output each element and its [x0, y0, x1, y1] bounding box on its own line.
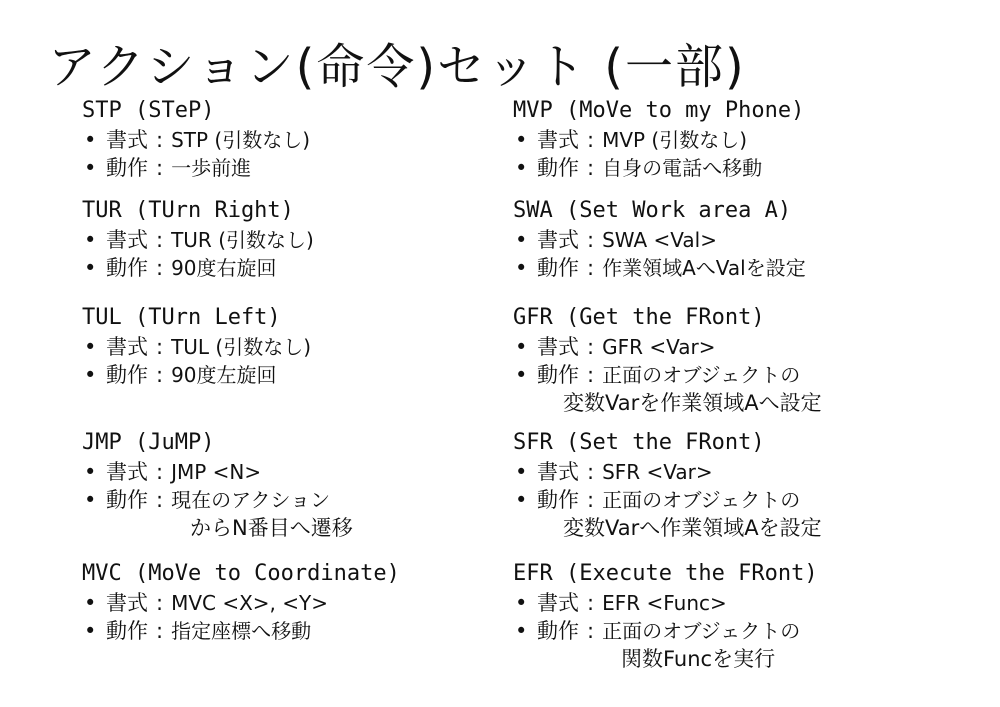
command-block-mvp: [513, 96, 953, 182]
command-block-tul: [82, 303, 522, 389]
action-label: 動作: [537, 363, 579, 387]
action-value: 90度左旋回: [171, 363, 277, 387]
action-value: 一歩前進: [171, 156, 252, 180]
action-value: 90度右旋回: [171, 256, 277, 280]
action-row: [82, 154, 522, 182]
format-value: SFR <Var>: [602, 460, 713, 484]
colon: :: [156, 256, 164, 280]
bullet: •: [84, 363, 97, 387]
format-row: [513, 458, 953, 486]
format-label: 書式: [537, 228, 579, 252]
format-value: MVP (引数なし): [602, 128, 748, 152]
command-block-efr: [513, 559, 953, 673]
format-row: [513, 333, 953, 361]
format-row: [513, 126, 953, 154]
command-name: JMP (JuMP): [82, 430, 215, 455]
colon: :: [587, 128, 595, 152]
format-value: JMP <N>: [171, 460, 262, 484]
action-row: [513, 486, 953, 514]
command-block-sfr: [513, 428, 953, 542]
colon: :: [156, 128, 164, 152]
colon: :: [587, 363, 595, 387]
command-block-tur: [82, 196, 522, 282]
bullet: •: [84, 256, 97, 280]
bullet: •: [515, 228, 528, 252]
command-name: SWA (Set Work area A): [513, 198, 792, 223]
format-value: TUL (引数なし): [171, 335, 312, 359]
format-value: TUR (引数なし): [171, 228, 314, 252]
action-label: 動作: [537, 488, 579, 512]
format-label: 書式: [106, 128, 148, 152]
format-label: 書式: [106, 460, 148, 484]
format-label: 書式: [537, 460, 579, 484]
action-label: 動作: [106, 363, 148, 387]
action-continuation: からN番目へ遷移: [190, 516, 353, 540]
action-value: 正面のオブジェクトの: [602, 488, 801, 512]
colon: :: [156, 228, 164, 252]
command-block-stp: [82, 96, 522, 182]
action-row: [82, 486, 522, 514]
action-row: [82, 617, 522, 645]
format-label: 書式: [106, 228, 148, 252]
command-block-jmp: [82, 428, 522, 542]
action-label: 動作: [537, 619, 579, 643]
format-value: SWA <Val>: [602, 228, 717, 252]
colon: :: [587, 156, 595, 180]
format-value: MVC <X>, <Y>: [171, 591, 329, 615]
bullet: •: [84, 591, 97, 615]
bullet: •: [515, 156, 528, 180]
bullet: •: [515, 128, 528, 152]
colon: :: [156, 335, 164, 359]
action-label: 動作: [537, 156, 579, 180]
format-row: [513, 226, 953, 254]
bullet: •: [515, 488, 528, 512]
format-row: [82, 126, 522, 154]
command-block-swa: [513, 196, 953, 282]
command-name: EFR (Execute the FRont): [513, 561, 818, 586]
bullet: •: [84, 228, 97, 252]
action-row: [513, 361, 953, 389]
action-label: 動作: [106, 619, 148, 643]
action-value: 自身の電話へ移動: [602, 156, 763, 180]
command-name: SFR (Set the FRont): [513, 430, 765, 455]
format-label: 書式: [537, 335, 579, 359]
action-label: 動作: [106, 256, 148, 280]
colon: :: [587, 488, 595, 512]
action-value: 指定座標へ移動: [171, 619, 312, 643]
command-block-mvc: [82, 559, 522, 645]
action-row: [513, 154, 953, 182]
colon: :: [156, 619, 164, 643]
bullet: •: [84, 128, 97, 152]
bullet: •: [515, 363, 528, 387]
format-row: [82, 333, 522, 361]
colon: :: [587, 228, 595, 252]
format-row: [82, 458, 522, 486]
action-continuation: 関数Funcを実行: [621, 647, 776, 671]
format-value: EFR <Func>: [602, 591, 727, 615]
bullet: •: [84, 460, 97, 484]
format-row: [513, 589, 953, 617]
command-name: MVC (MoVe to Coordinate): [82, 561, 400, 586]
colon: :: [156, 488, 164, 512]
action-value: 正面のオブジェクトの: [602, 363, 801, 387]
format-value: STP (引数なし): [171, 128, 311, 152]
bullet: •: [84, 488, 97, 512]
command-name: TUR (TUrn Right): [82, 198, 294, 223]
bullet: •: [515, 256, 528, 280]
action-value: 作業領域AへValを設定: [602, 256, 806, 280]
format-row: [82, 589, 522, 617]
action-continuation: 変数Varを作業領域Aへ設定: [563, 391, 822, 415]
command-name: STP (STeP): [82, 98, 215, 123]
bullet: •: [84, 156, 97, 180]
action-label: 動作: [106, 156, 148, 180]
format-label: 書式: [106, 335, 148, 359]
colon: :: [156, 363, 164, 387]
colon: :: [587, 619, 595, 643]
colon: :: [156, 156, 164, 180]
format-label: 書式: [537, 591, 579, 615]
bullet: •: [515, 591, 528, 615]
format-value: GFR <Var>: [602, 335, 716, 359]
page-title: アクション(命令)セット (一部): [48, 39, 746, 95]
format-label: 書式: [106, 591, 148, 615]
action-row: [513, 254, 953, 282]
format-label: 書式: [537, 128, 579, 152]
action-continuation: 変数Varへ作業領域Aを設定: [563, 516, 822, 540]
command-name: GFR (Get the FRont): [513, 305, 765, 330]
bullet: •: [515, 619, 528, 643]
colon: :: [156, 460, 164, 484]
colon: :: [587, 591, 595, 615]
bullet: •: [84, 619, 97, 643]
colon: :: [587, 335, 595, 359]
action-label: 動作: [537, 256, 579, 280]
action-value: 現在のアクション: [171, 488, 331, 512]
command-block-gfr: [513, 303, 953, 417]
format-row: [82, 226, 522, 254]
bullet: •: [515, 460, 528, 484]
action-value: 正面のオブジェクトの: [602, 619, 801, 643]
colon: :: [587, 256, 595, 280]
bullet: •: [515, 335, 528, 359]
command-name: MVP (MoVe to my Phone): [513, 98, 805, 123]
action-row: [82, 361, 522, 389]
bullet: •: [84, 335, 97, 359]
action-row: [513, 617, 953, 645]
command-name: TUL (TUrn Left): [82, 305, 281, 330]
colon: :: [156, 591, 164, 615]
action-row: [82, 254, 522, 282]
colon: :: [587, 460, 595, 484]
action-label: 動作: [106, 488, 148, 512]
